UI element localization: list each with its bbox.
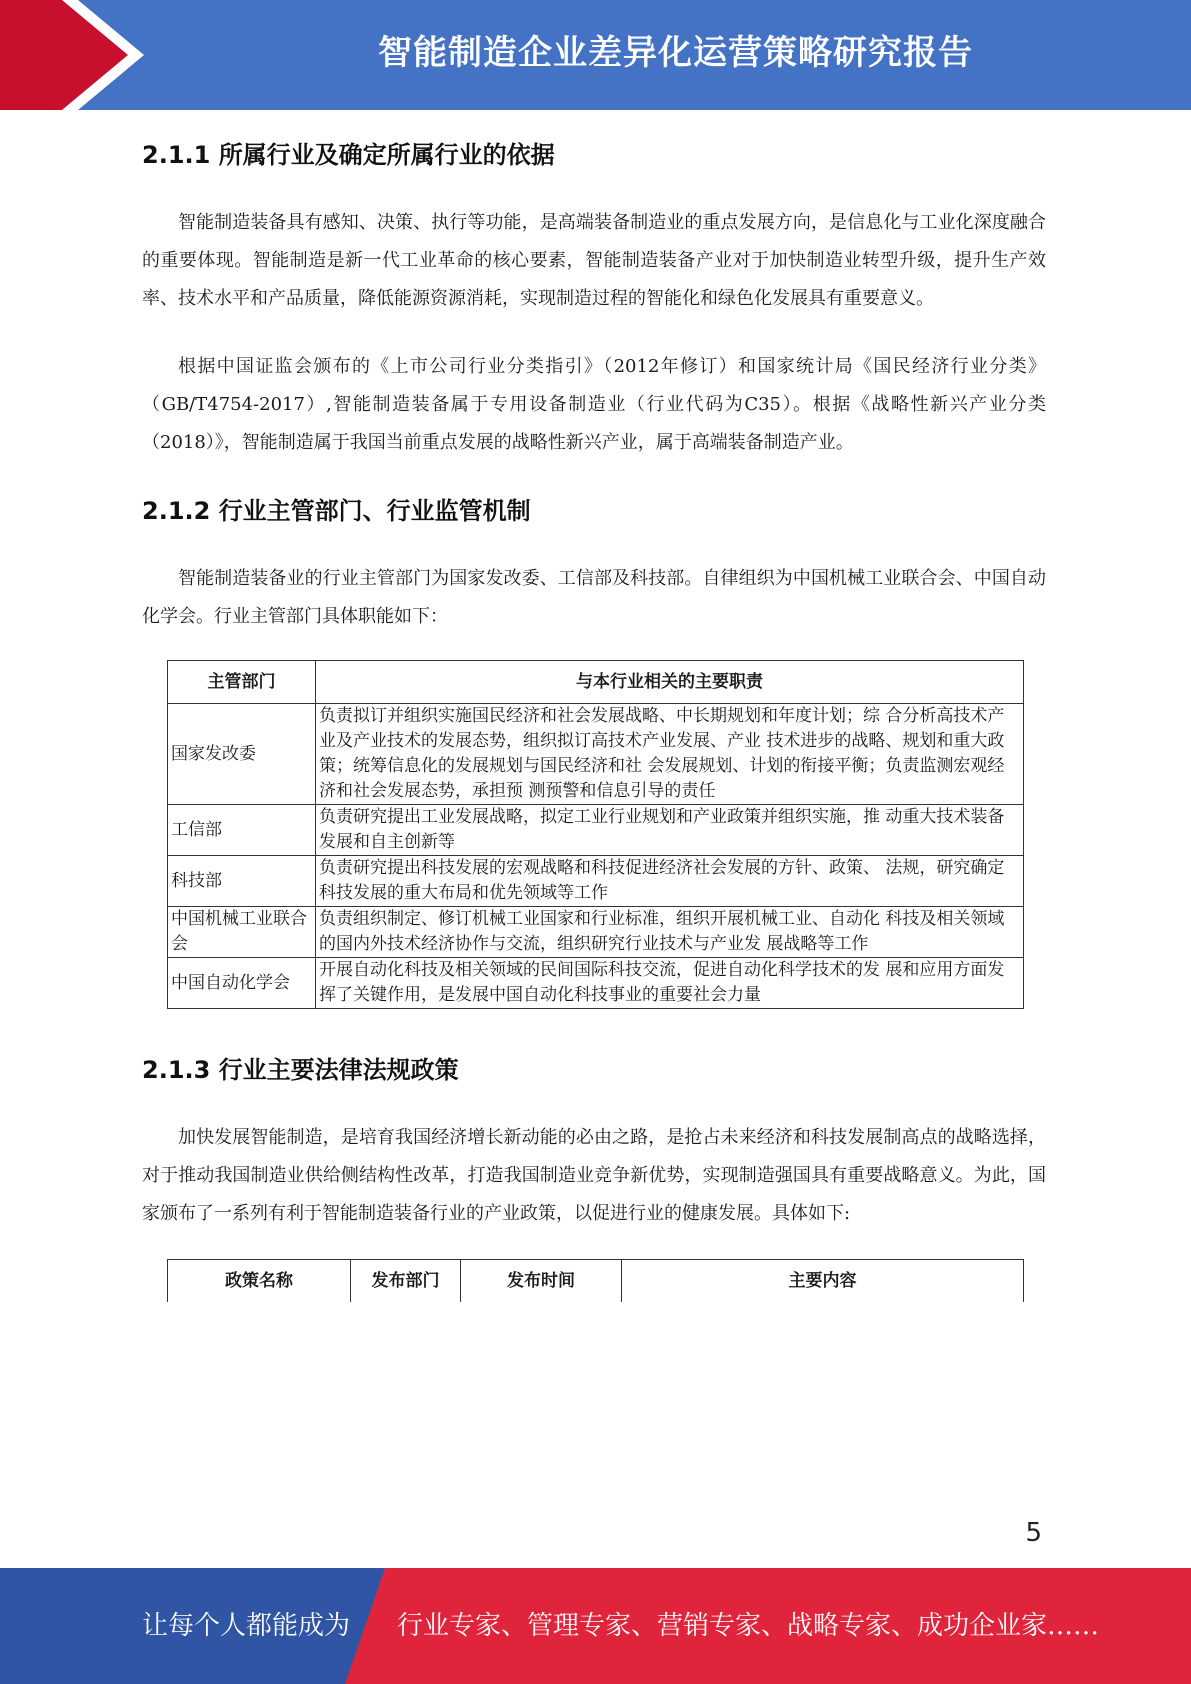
policy-table [167,1259,1024,1302]
paragraph: 加快发展智能制造，是培育我国经济增长新动能的必由之路，是抢占未来经济和科技发展制高点的战略选择，对于推动我国制造业供给侧结构性改革，打造我国制造业竞争新优势，实现制造强国具有重要战略意义。为此，国家颁布了一系列有利于智能制造装备行业的产业政策，以促进行业的健康发展。具体如下: [142,1127,1046,1224]
table-row [168,704,1024,805]
table-header-cell: 主要内容 [622,1260,1024,1303]
page-footer [0,1568,1191,1684]
table-row [168,958,1024,1009]
table-cell-duty: 负责拟订并组织实施国民经济和社会发展战略、中长期规划和年度计划；综 合分析高技术产业及产业技术的发展态势，组织拟订高技术产业发展、产业 技术进步的战略、规划和重大政策；统筹信息化的发展规划与国民经济和社 会发展规划、计划的衔接平衡；负责监测宏观经济和社会发展态势，承担预 测预警和信息引导的责任 [316,704,1024,805]
table-row [168,907,1024,958]
department-table [167,660,1024,1009]
page-number: 5 [1025,1518,1042,1548]
paragraph: 智能制造装备业的行业主管部门为国家发改委、工信部及科技部。自律组织为中国机械工业联合会、中国自动化学会。行业主管部门具体职能如下： [142,568,1046,627]
table-header-cell: 主管部门 [168,661,316,704]
page-header [0,0,1191,110]
table-cell-dept: 工信部 [168,805,316,856]
footer-slogan-left: 让每个人都能成为 [142,1611,351,1641]
report-title: 智能制造企业差异化运营策略研究报告 [378,33,973,73]
page-content [142,130,1046,1302]
table-header-cell: 与本行业相关的主要职责 [316,661,1024,704]
table-header-cell: 发布时间 [461,1260,622,1303]
section-heading: 2.1.1 所属行业及确定所属行业的依据 [142,141,555,169]
table-cell-duty: 负责研究提出工业发展战略，拟定工业行业规划和产业政策并组织实施，推 动重大技术装备发展和自主创新等 [316,805,1024,856]
table-cell-dept: 中国自动化学会 [168,958,316,1009]
table-header-cell: 政策名称 [168,1260,351,1303]
footer-slogan-right: 行业专家、管理专家、营销专家、战略专家、成功企业家…… [397,1611,1100,1641]
table-row [168,805,1024,856]
header-red-chevron [0,0,150,110]
section-heading: 2.1.2 行业主管部门、行业监管机制 [142,497,531,525]
table-cell-dept: 中国机械工业联合会 [168,907,316,958]
table-cell-dept: 科技部 [168,856,316,907]
table-header-cell: 发布部门 [351,1260,461,1303]
paragraph: 智能制造装备具有感知、决策、执行等功能，是高端装备制造业的重点发展方向，是信息化与工业化深度融合的重要体现。智能制造是新一代工业革命的核心要素，智能制造装备产业对于加快制造业转型升级，提升生产效率、技术水平和产品质量，降低能源资源消耗，实现制造过程的智能化和绿色化发展具有重要意义。 [142,212,1046,309]
paragraph: 根据中国证监会颁布的《上市公司行业分类指引》（2012年修订）和国家统计局《国民经济行业分类》（GB/T4754-2017）,智能制造装备属于专用设备制造业（行业代码为C35）。根据《战略性新兴产业分类（2018）》，智能制造属于我国当前重点发展的战略性新兴产业，属于高端装备制造产业。 [142,356,1046,453]
table-row [168,856,1024,907]
table-cell-duty: 开展自动化科技及相关领域的民间国际科技交流，促进自动化科学技术的发 展和应用方面发挥了关键作用，是发展中国自动化科技事业的重要社会力量 [316,958,1024,1009]
section-heading: 2.1.3 行业主要法律法规政策 [142,1056,459,1084]
table-cell-dept: 国家发改委 [168,704,316,805]
table-cell-duty: 负责研究提出科技发展的宏观战略和科技促进经济社会发展的方针、政策、 法规，研究确定科技发展的重大布局和优先领域等工作 [316,856,1024,907]
table-header-row [168,1260,1024,1303]
table-header-row [168,661,1024,704]
table-cell-duty: 负责组织制定、修订机械工业国家和行业标准，组织开展机械工业、自动化 科技及相关领域的国内外技术经济协作与交流，组织研究行业技术与产业发 展战略等工作 [316,907,1024,958]
